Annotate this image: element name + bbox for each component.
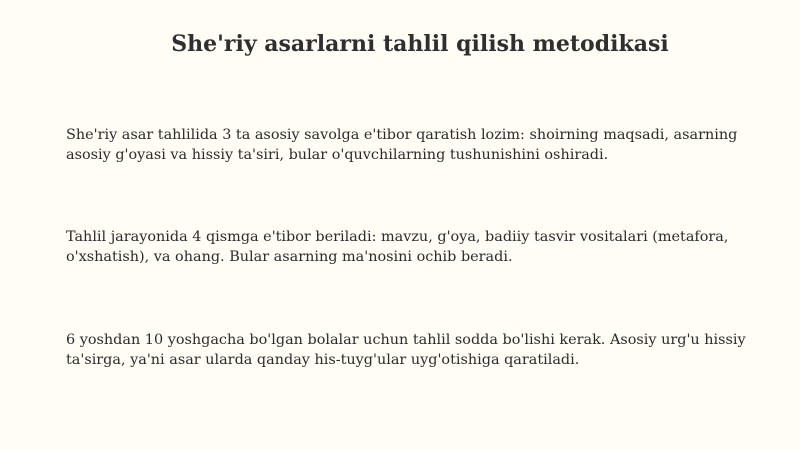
- paragraph-children-age: 6 yoshdan 10 yoshgacha bo'lgan bolalar uchun tahlil sodda bo'lishi kerak. Asosiy urg'u hissiy ta'sirga, ya'ni asar ularda qanday his-tuyg'ular uyg'otishiga qaratiladi.: [66, 332, 746, 368]
- slide-title: She'riy asarlarni tahlil qilish metodikasi: [171, 31, 669, 57]
- paragraph-analysis-parts: Tahlil jarayonida 4 qismga e'tibor beriladi: mavzu, g'oya, badiiy tasvir vositalari (metafora, o'xshatish), va ohang. Bular asarning ma'nosini ochib beradi.: [66, 229, 729, 265]
- paragraph-questions: She'riy asar tahlilida 3 ta asosiy savolga e'tibor qaratish lozim: shoirning maqsadi, asarning asosiy g'oyasi va hissiy ta'siri, bular o'quvchilarning tushunishini oshiradi.: [66, 127, 738, 163]
